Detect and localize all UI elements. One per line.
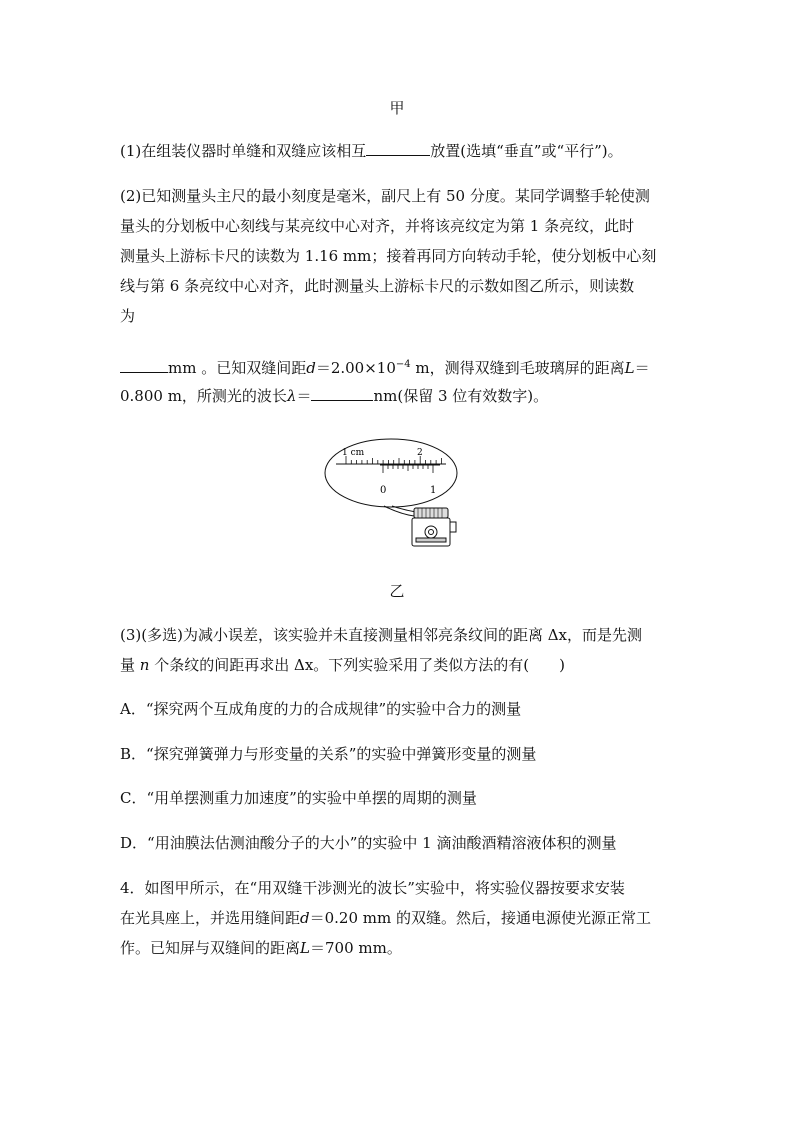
- figure-caption-jia: 甲: [389, 99, 405, 117]
- q2-line-1: (2)已知测量头主尺的最小刻度是毫米，副尺上有 50 分度。某同学调整手轮使测: [120, 187, 650, 205]
- q1-text-a: (1)在组装仪器时单缝和双缝应该相互: [120, 142, 367, 160]
- q4-l3-text-a: 作。已知屏与双缝间的距离: [120, 939, 301, 957]
- q3-line-2: [120, 655, 690, 675]
- vernier-label-1: 1: [430, 485, 437, 496]
- symbol-d: d: [306, 359, 316, 377]
- q4-line-3: [120, 938, 690, 958]
- symbol-L: L: [624, 359, 635, 377]
- q3-l2-text-a: 量: [120, 656, 140, 674]
- symbol-lambda: λ: [286, 387, 297, 405]
- exponent: −4: [395, 359, 411, 370]
- reading-answer-blank[interactable]: [120, 358, 168, 373]
- q4-l3-text-b: ＝700 mm。: [309, 939, 402, 957]
- q2-line-5: 为: [120, 307, 136, 325]
- q4-line-2: [120, 908, 690, 928]
- q4-line-1: 4．如图甲所示，在“用双缝干涉测光的波长”实验中，将实验仪器按要求安装: [120, 879, 625, 897]
- q2-l7-text-a: 0.800 m，所测光的波长: [120, 387, 287, 405]
- q2-line-7: [120, 386, 690, 406]
- main-scale-label-2: 2: [417, 448, 423, 458]
- option-d[interactable]: D．“用油膜法估测油酸分子的大小”的实验中 1 滴油酸酒精溶液体积的测量: [120, 834, 617, 852]
- symbol-L: L: [300, 939, 310, 957]
- q2-l6-text-c: m，测得双缝到毛玻璃屏的距离: [410, 359, 625, 377]
- q2-l6-text-b: ＝2.00×10: [315, 359, 396, 377]
- q2-line-6: [120, 355, 690, 378]
- q2-line-3: 测量头上游标卡尺的读数为 1.16 mm；接着再同方向转动手轮，使分划板中心刻: [120, 247, 657, 265]
- q4-l2-text-a: 在光具座上，并选用缝间距: [120, 909, 301, 927]
- q2-l6-text-a: mm 。已知双缝间距: [168, 359, 307, 377]
- wavelength-answer-blank[interactable]: [311, 386, 373, 401]
- vernier-label-0: 0: [380, 485, 387, 496]
- q2-l7-text-c: nm(保留 3 位有效数字)。: [373, 387, 549, 405]
- q4-l2-text-b: ＝0.20 mm 的双缝。然后，接通电源使光源正常工: [309, 909, 652, 927]
- question-1: [120, 141, 690, 161]
- q3-l2-text-b: 个条纹的间距再求出 Δx。下列实验采用了类似方法的有( ): [149, 656, 565, 674]
- option-c[interactable]: C．“用单摆测重力加速度”的实验中单摆的周期的测量: [120, 789, 477, 807]
- q3-line-1: (3)(多选)为减小误差，该实验并未直接测量相邻亮条纹间的距离 Δx，而是先测: [120, 626, 643, 644]
- q2-l7-text-b: ＝: [296, 387, 312, 405]
- symbol-d: d: [300, 909, 310, 927]
- main-scale-label-1cm: 1 cm: [342, 448, 365, 458]
- q2-line-2: 量头的分划板中心刻线与某亮纹中心对齐，并将该亮纹定为第 1 条亮纹，此时: [120, 217, 635, 235]
- q1-answer-blank[interactable]: [366, 141, 430, 156]
- symbol-n: n: [139, 656, 150, 674]
- q1-text-b: 放置(选填“垂直”或“平行”)。: [430, 142, 623, 160]
- measuring-head-device: [412, 508, 456, 546]
- q2-line-4: 线与第 6 条亮纹中心对齐，此时测量头上游标卡尺的示数如图乙所示，则读数: [120, 277, 635, 295]
- vernier-figure: [322, 436, 472, 552]
- q2-l6-text-e: ＝: [634, 359, 650, 377]
- option-b[interactable]: B．“探究弹簧弹力与形变量的关系”的实验中弹簧形变量的测量: [120, 745, 537, 763]
- figure-caption-yi: 乙: [389, 582, 405, 600]
- option-a[interactable]: A．“探究两个互成角度的力的合成规律”的实验中合力的测量: [120, 700, 522, 718]
